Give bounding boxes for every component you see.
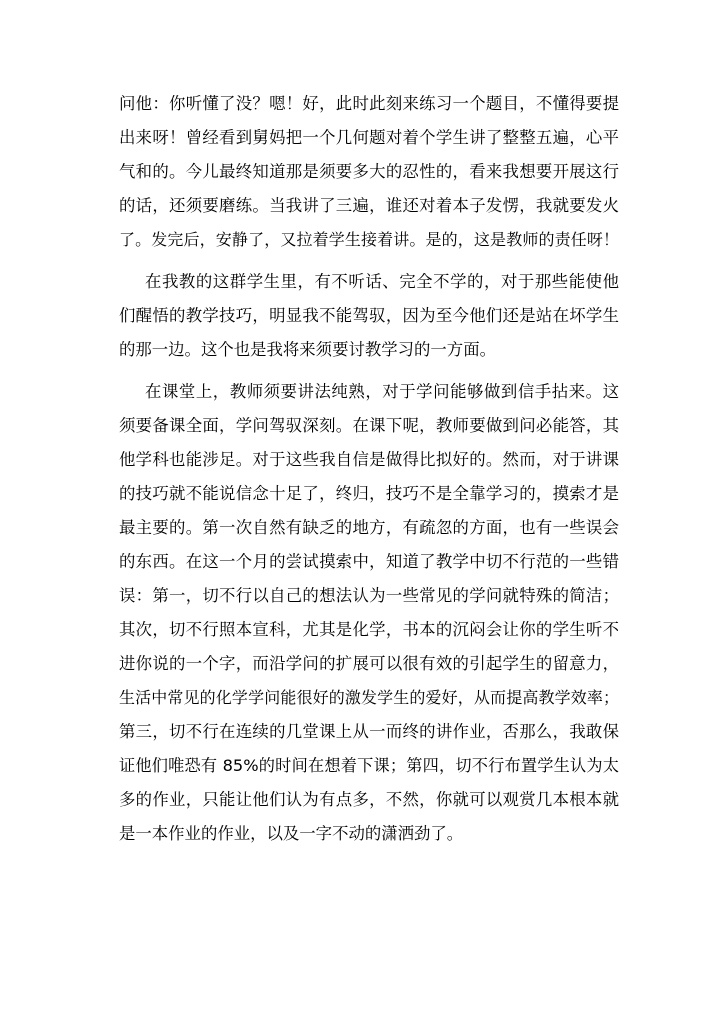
text-line: 是一本作业的作业，以及一字不动的潇洒劲了。 bbox=[119, 824, 464, 843]
text-line: 最主要的。第一次自然有缺乏的地方，有疏忽的方面，也有一些误会 bbox=[119, 518, 619, 537]
text-line: 的东西。在这一个月的尝试摸索中，知道了教学中切不行范的一些错 bbox=[119, 552, 619, 571]
text-line: 的技巧就不能说信念十足了，终归，技巧不是全靠学习的，摸索才是 bbox=[119, 484, 619, 503]
paragraph-first-line: 在我教的这群学生里，有不听话、完全不学的，对于那些能使他 bbox=[145, 272, 619, 291]
text-line: 进你说的一个字，而沿学问的扩展可以很有效的引起学生的留意力， bbox=[119, 654, 619, 673]
text-line: 证他们唯恐有 85%的时间在想着下课；第四，切不行布置学生认为太 bbox=[119, 756, 619, 775]
text-line: 误：第一，切不行以自己的想法认为一些常见的学问就特殊的简洁； bbox=[119, 586, 619, 605]
text-line: 其次，切不行照本宣科，尤其是化学，书本的沉闷会让你的学生听不 bbox=[119, 620, 619, 639]
text-line: 生活中常见的化学学问能很好的激发学生的爱好，从而提高教学效率； bbox=[119, 688, 619, 707]
text-line: 的话，还须要磨练。当我讲了三遍，谁还对着本子发愣，我就要发火 bbox=[119, 196, 619, 215]
text-line: 的那一边。这个也是我将来须要讨教学习的一方面。 bbox=[119, 340, 496, 359]
text-line: 他学科也能涉足。对于这些我自信是做得比拟好的。然而，对于讲课 bbox=[119, 450, 619, 469]
text-line: 第三，切不行在连续的几堂课上从一而终的讲作业，否那么，我敢保 bbox=[119, 722, 619, 741]
text-line: 多的作业，只能让他们认为有点多，不然，你就可以观赏几本根本就 bbox=[119, 790, 619, 809]
text-line: 气和的。今儿最终知道那是须要多大的忍性的，看来我想要开展这行 bbox=[119, 162, 619, 181]
text-line: 须要备课全面，学问驾驭深刻。在课下呢，教师要做到问必能答，其 bbox=[119, 416, 619, 435]
text-line: 问他：你听懂了没？嗯！好，此时此刻来练习一个题目，不懂得要提 bbox=[119, 94, 619, 113]
text-line: 们醒悟的教学技巧，明显我不能驾驭，因为至今他们还是站在坏学生 bbox=[119, 306, 619, 325]
text-line: 出来呀！曾经看到舅妈把一个几何题对着个学生讲了整整五遍，心平 bbox=[119, 128, 619, 147]
text-line: 了。发完后，安静了，又拉着学生接着讲。是的，这是教师的责任呀！ bbox=[119, 230, 619, 249]
paragraph-first-line: 在课堂上，教师须要讲法纯熟，对于学问能够做到信手拈来。这 bbox=[145, 382, 619, 401]
